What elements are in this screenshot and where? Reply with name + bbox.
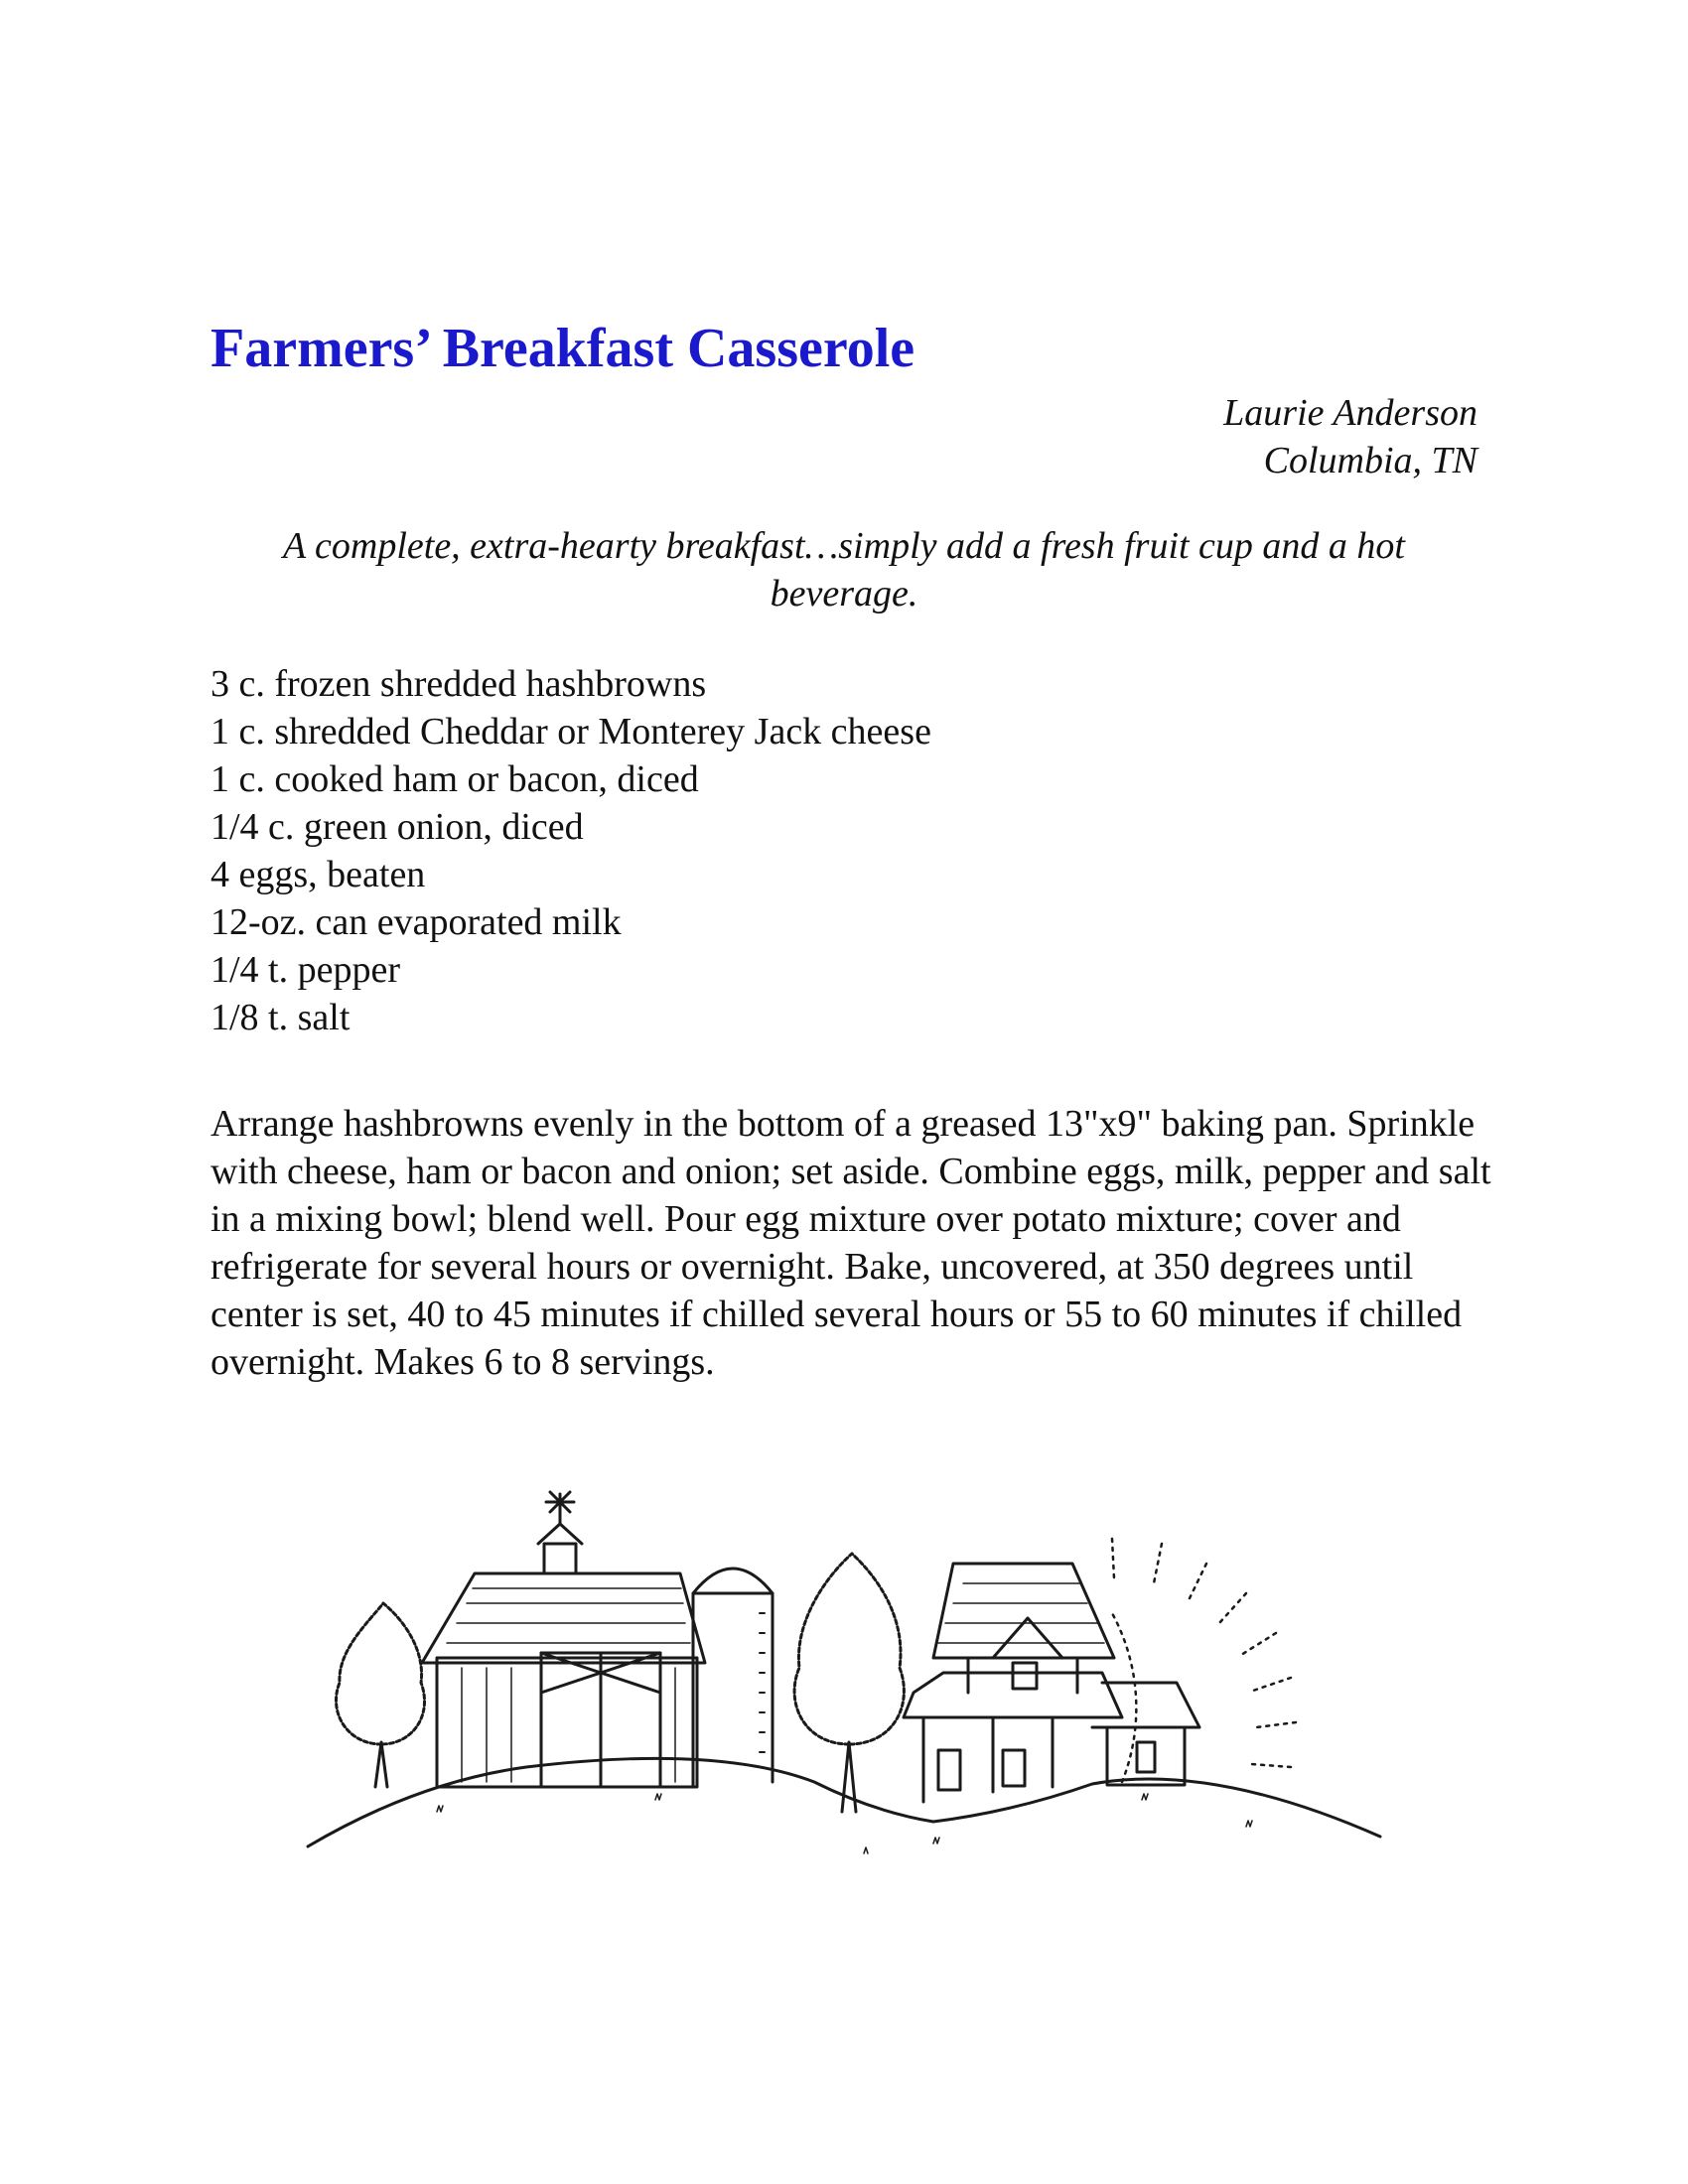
ingredient-list	[211, 660, 931, 1041]
farm-scene-icon	[298, 1484, 1390, 1881]
ingredient-item: 3 c. frozen shredded hashbrowns	[211, 663, 707, 705]
tree-icon	[336, 1603, 424, 1787]
sun-icon	[1112, 1539, 1296, 1782]
ingredient-item: 1/4 c. green onion, diced	[211, 806, 584, 848]
silo-icon	[693, 1569, 773, 1787]
grass-tufts	[437, 1794, 1252, 1853]
ingredient-item: 12-oz. can evaporated milk	[211, 901, 622, 943]
author-location: Columbia, TN	[1263, 440, 1477, 481]
author-block	[1223, 389, 1477, 484]
recipe-directions: Arrange hashbrowns evenly in the bottom of a greased 13"x9" baking pan. Sprinkle with cheese, ham or bacon and onion; set aside. Combine eggs, milk, pepper and salt in a mixing bowl; blend well. Pour egg mixture over potato mixture; cover and refrigerate for several hours or overnight. Bake, uncovered, at 350 degrees until center is set, 40 to 45 minutes if chilled several hours or 55 to 60 minutes if chilled overnight. Makes 6 to 8 servings.	[211, 1103, 1491, 1383]
ingredient-item: 1/4 t. pepper	[211, 949, 401, 991]
author-name: Laurie Anderson	[1223, 392, 1477, 434]
tree-icon	[794, 1554, 904, 1812]
barn-icon	[422, 1492, 705, 1787]
ingredient-item: 4 eggs, beaten	[211, 854, 426, 895]
ingredient-item: 1 c. shredded Cheddar or Monterey Jack cheese	[211, 711, 931, 752]
ingredient-item: 1 c. cooked ham or bacon, diced	[211, 758, 699, 800]
farmhouse-icon	[904, 1564, 1199, 1802]
ingredient-item: 1/8 t. salt	[211, 997, 351, 1038]
recipe-title: Farmers’ Breakfast Casserole	[211, 318, 915, 379]
recipe-intro: A complete, extra-hearty breakfast…simply add a fresh fruit cup and a hot beverage.	[283, 525, 1405, 614]
